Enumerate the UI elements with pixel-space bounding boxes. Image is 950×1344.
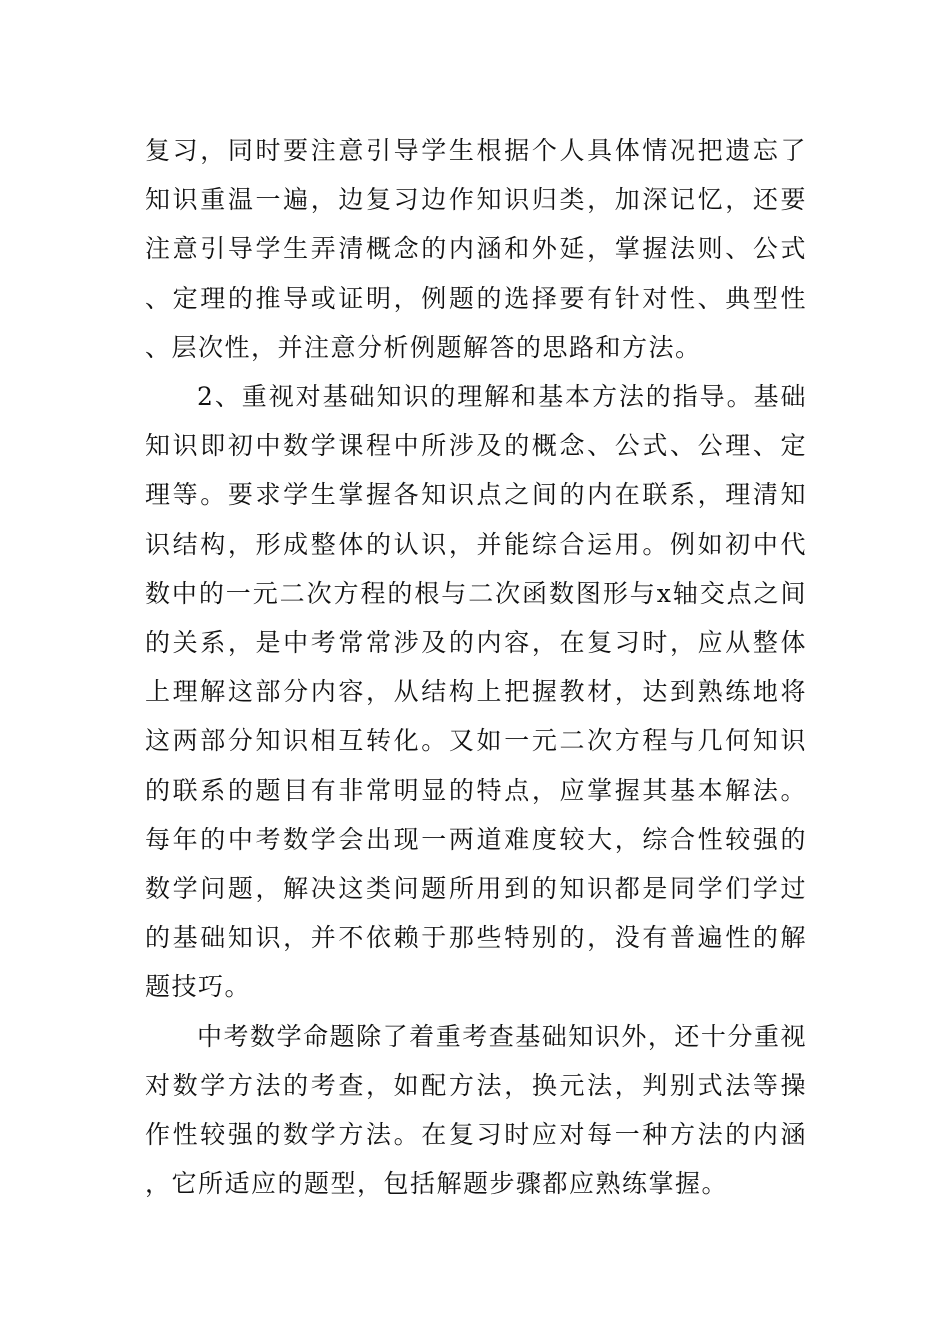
paragraph-methods: 中考数学命题除了着重考查基础知识外，还十分重视对数学方法的考查，如配方法，换元法，判别式法等操作性较强的数学方法。在复习时应对每一种方法的内涵，它所适应的题型，包括解题步骤都应熟练掌握。 [145, 1021, 807, 1199]
paragraph-continued: 复习，同时要注意引导学生根据个人具体情况把遗忘了知识重温一遍，边复习边作知识归类，加深记忆，还要注意引导学生弄清概念的内涵和外延，掌握法则、公式、定理的推导或证明，例题的选择要有针对性、典型性、层次性，并注意分析例题解答的思路和方法。 [145, 136, 807, 362]
document-page [145, 126, 807, 1208]
paragraph-section-2: 2、重视对基础知识的理解和基本方法的指导。基础知识即初中数学课程中所涉及的概念、公式、公理、定理等。要求学生掌握各知识点之间的内在联系，理清知识结构，形成整体的认识，并能综合运用。例如初中代数中的一元二次方程的根与二次函数图形与x轴交点之间的关系，是中考常常涉及的内容，在复习时，应从整体上理解这部分内容，从结构上把握教材，达到熟练地将这两部分知识相互转化。又如一元二次方程与几何知识的联系的题目有非常明显的特点，应掌握其基本解法。每年的中考数学会出现一两道难度较大，综合性较强的数学问题，解决这类问题所用到的知识都是同学们学过的基础知识，并不依赖于那些特别的，没有普遍性的解题技巧。 [145, 382, 807, 1002]
